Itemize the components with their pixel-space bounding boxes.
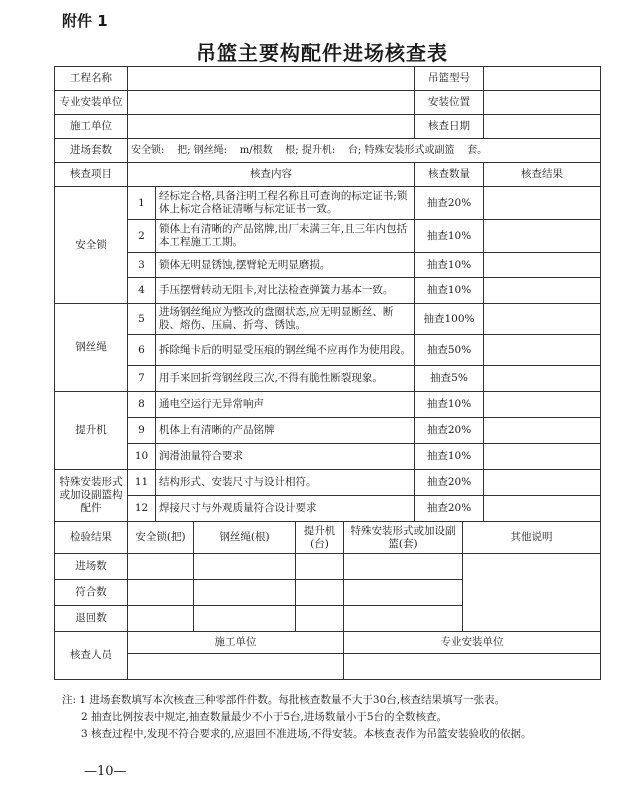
table-row bbox=[55, 187, 601, 220]
row-quantity: 抽查10% bbox=[415, 444, 484, 470]
result-row-label: 进场数 bbox=[55, 554, 128, 580]
result-cell[interactable] bbox=[296, 606, 344, 632]
row-result[interactable] bbox=[484, 187, 601, 220]
result-label: 检验结果 bbox=[55, 522, 128, 554]
table-row bbox=[55, 418, 601, 444]
row-number: 5 bbox=[128, 304, 156, 335]
table-row bbox=[55, 496, 601, 522]
installer-signature[interactable] bbox=[344, 654, 601, 680]
note-2: 2 抽查比例按表中规定,抽查数量最少不小于5台,进场数量小于5台的全数核查。 bbox=[81, 711, 448, 723]
install-location-label: 安装位置 bbox=[415, 91, 484, 115]
row-result[interactable] bbox=[484, 278, 601, 304]
row-result[interactable] bbox=[484, 496, 601, 522]
project-name-label: 工程名称 bbox=[55, 67, 128, 91]
row-number: 10 bbox=[128, 444, 156, 470]
row-content: 经标定合格,具备注明工程名称且可查询的标定证书;锁体上标定合格证清晰与标定证书一致。 bbox=[156, 187, 415, 220]
entry-qty-text: 安全锁: 把; 钢丝绳: m/根数 根; 提升机: 台; 特殊安装形式或副篮 套。 bbox=[128, 139, 601, 163]
installer-label: 专业安装单位 bbox=[55, 91, 128, 115]
result-cell[interactable] bbox=[194, 554, 296, 580]
row-quantity: 抽查10% bbox=[415, 392, 484, 418]
col-hoist: 提升机(台) bbox=[296, 522, 344, 554]
group-name: 特殊安装形式或加设副篮构配件 bbox=[55, 470, 128, 522]
construction-unit-signature[interactable] bbox=[128, 654, 344, 680]
page-title: 吊篮主要构配件进场核查表 bbox=[196, 41, 448, 65]
col-rope: 钢丝绳(根) bbox=[194, 522, 296, 554]
table-row bbox=[55, 91, 601, 115]
row-number: 8 bbox=[128, 392, 156, 418]
row-number: 3 bbox=[128, 253, 156, 278]
result-cell[interactable] bbox=[194, 606, 296, 632]
row-number: 6 bbox=[128, 335, 156, 366]
result-cell[interactable] bbox=[344, 554, 463, 580]
row-result[interactable] bbox=[484, 253, 601, 278]
entry-qty-label: 进场套数 bbox=[55, 139, 128, 163]
row-content: 机体上有清晰的产品铭牌 bbox=[156, 418, 415, 444]
annex-label: 附件 1 bbox=[62, 12, 108, 30]
result-cell[interactable] bbox=[128, 606, 194, 632]
col-header-result: 核查结果 bbox=[484, 163, 601, 187]
row-quantity: 抽查5% bbox=[415, 366, 484, 392]
row-result[interactable] bbox=[484, 335, 601, 366]
table-row bbox=[55, 67, 601, 91]
col-lock: 安全锁(把) bbox=[128, 522, 194, 554]
row-content: 拆除绳卡后的明显受压痕的钢丝绳不应再作为使用段。 bbox=[156, 335, 415, 366]
construction-unit-value[interactable] bbox=[128, 115, 415, 139]
row-number: 11 bbox=[128, 470, 156, 496]
table-row bbox=[55, 444, 601, 470]
page-number: —10— bbox=[84, 764, 127, 779]
basket-model-value[interactable] bbox=[484, 67, 601, 91]
row-content: 用手来回折弯钢丝段三次,不得有脆性断裂现象。 bbox=[156, 366, 415, 392]
row-content: 进场钢丝绳应为整改的盘圈状态,应无明显断丝、断股、熔伤、压扁、折弯、锈蚀。 bbox=[156, 304, 415, 335]
note-1: 注: 1 进场套数填写本次核查三种零部件件数。每批核查数量不大于30台,核查结果填写一张表。 bbox=[62, 694, 506, 706]
table-row bbox=[55, 163, 601, 187]
result-cell[interactable] bbox=[296, 580, 344, 606]
table-row bbox=[55, 115, 601, 139]
row-content: 结构形式、安装尺寸与设计相符。 bbox=[156, 470, 415, 496]
table-row bbox=[55, 366, 601, 392]
other-notes-cell[interactable] bbox=[463, 554, 601, 632]
notes bbox=[62, 692, 602, 743]
install-location-value[interactable] bbox=[484, 91, 601, 115]
col-other: 其他说明 bbox=[463, 522, 601, 554]
row-result[interactable] bbox=[484, 470, 601, 496]
col-header-content: 核查内容 bbox=[128, 163, 415, 187]
row-content: 焊接尺寸与外观质量符合设计要求 bbox=[156, 496, 415, 522]
basket-model-label: 吊篮型号 bbox=[415, 67, 484, 91]
row-result[interactable] bbox=[484, 220, 601, 253]
table-row bbox=[55, 278, 601, 304]
row-result[interactable] bbox=[484, 366, 601, 392]
row-content: 通电空运行无异常响声 bbox=[156, 392, 415, 418]
row-quantity: 抽查10% bbox=[415, 278, 484, 304]
col-header-quantity: 核查数量 bbox=[415, 163, 484, 187]
inspector-installer: 专业安装单位 bbox=[344, 632, 601, 654]
project-name-value[interactable] bbox=[128, 67, 415, 91]
result-cell[interactable] bbox=[128, 554, 194, 580]
group-name: 提升机 bbox=[55, 392, 128, 470]
result-cell[interactable] bbox=[128, 580, 194, 606]
check-date-value[interactable] bbox=[484, 115, 601, 139]
table-row bbox=[55, 392, 601, 418]
table-row bbox=[55, 470, 601, 496]
row-quantity: 抽查50% bbox=[415, 335, 484, 366]
row-number: 1 bbox=[128, 187, 156, 220]
row-result[interactable] bbox=[484, 392, 601, 418]
row-number: 9 bbox=[128, 418, 156, 444]
result-cell[interactable] bbox=[194, 580, 296, 606]
row-content: 润滑油量符合要求 bbox=[156, 444, 415, 470]
row-result[interactable] bbox=[484, 444, 601, 470]
inspector-label: 核查人员 bbox=[55, 632, 128, 680]
row-quantity: 抽查20% bbox=[415, 496, 484, 522]
table-row bbox=[55, 554, 601, 580]
table-row bbox=[55, 654, 601, 680]
result-row-label: 符合数 bbox=[55, 580, 128, 606]
installer-value[interactable] bbox=[128, 91, 415, 115]
table-row bbox=[55, 220, 601, 253]
note-3: 3 核查过程中,发现不符合要求的,应退回不准进场,不得安装。本核查表作为吊篮安装验收的依据。 bbox=[81, 728, 532, 740]
row-content: 锁体无明显锈蚀,摆臂轮无明显磨损。 bbox=[156, 253, 415, 278]
table-row bbox=[55, 139, 601, 163]
row-quantity: 抽查10% bbox=[415, 253, 484, 278]
col-special: 特殊安装形式或加设副篮(套) bbox=[344, 522, 463, 554]
inspector-construction-unit: 施工单位 bbox=[128, 632, 344, 654]
result-cell[interactable] bbox=[296, 554, 344, 580]
row-number: 7 bbox=[128, 366, 156, 392]
group-name: 安全锁 bbox=[55, 187, 128, 304]
table-row bbox=[55, 335, 601, 366]
result-row-label: 退回数 bbox=[55, 606, 128, 632]
table-row bbox=[55, 522, 601, 554]
group-name: 钢丝绳 bbox=[55, 304, 128, 392]
row-result[interactable] bbox=[484, 304, 601, 335]
row-number: 2 bbox=[128, 220, 156, 253]
row-content: 锁体上有清晰的产品铭牌,出厂未满三年,且三年内包括本工程施工工期。 bbox=[156, 220, 415, 253]
row-number: 12 bbox=[128, 496, 156, 522]
row-quantity: 抽查20% bbox=[415, 418, 484, 444]
row-quantity: 抽查100% bbox=[415, 304, 484, 335]
table-row bbox=[55, 253, 601, 278]
check-date-label: 核查日期 bbox=[415, 115, 484, 139]
inspection-table bbox=[54, 66, 601, 680]
row-quantity: 抽查10% bbox=[415, 220, 484, 253]
row-number: 4 bbox=[128, 278, 156, 304]
table-row bbox=[55, 632, 601, 654]
col-header-item: 核查项目 bbox=[55, 163, 128, 187]
row-result[interactable] bbox=[484, 418, 601, 444]
row-content: 手压摆臂转动无阻卡,对比法检查弹簧力基本一致。 bbox=[156, 278, 415, 304]
row-quantity: 抽查20% bbox=[415, 470, 484, 496]
row-quantity: 抽查20% bbox=[415, 187, 484, 220]
table-row bbox=[55, 304, 601, 335]
construction-unit-label: 施工单位 bbox=[55, 115, 128, 139]
result-cell[interactable] bbox=[344, 606, 463, 632]
result-cell[interactable] bbox=[344, 580, 463, 606]
